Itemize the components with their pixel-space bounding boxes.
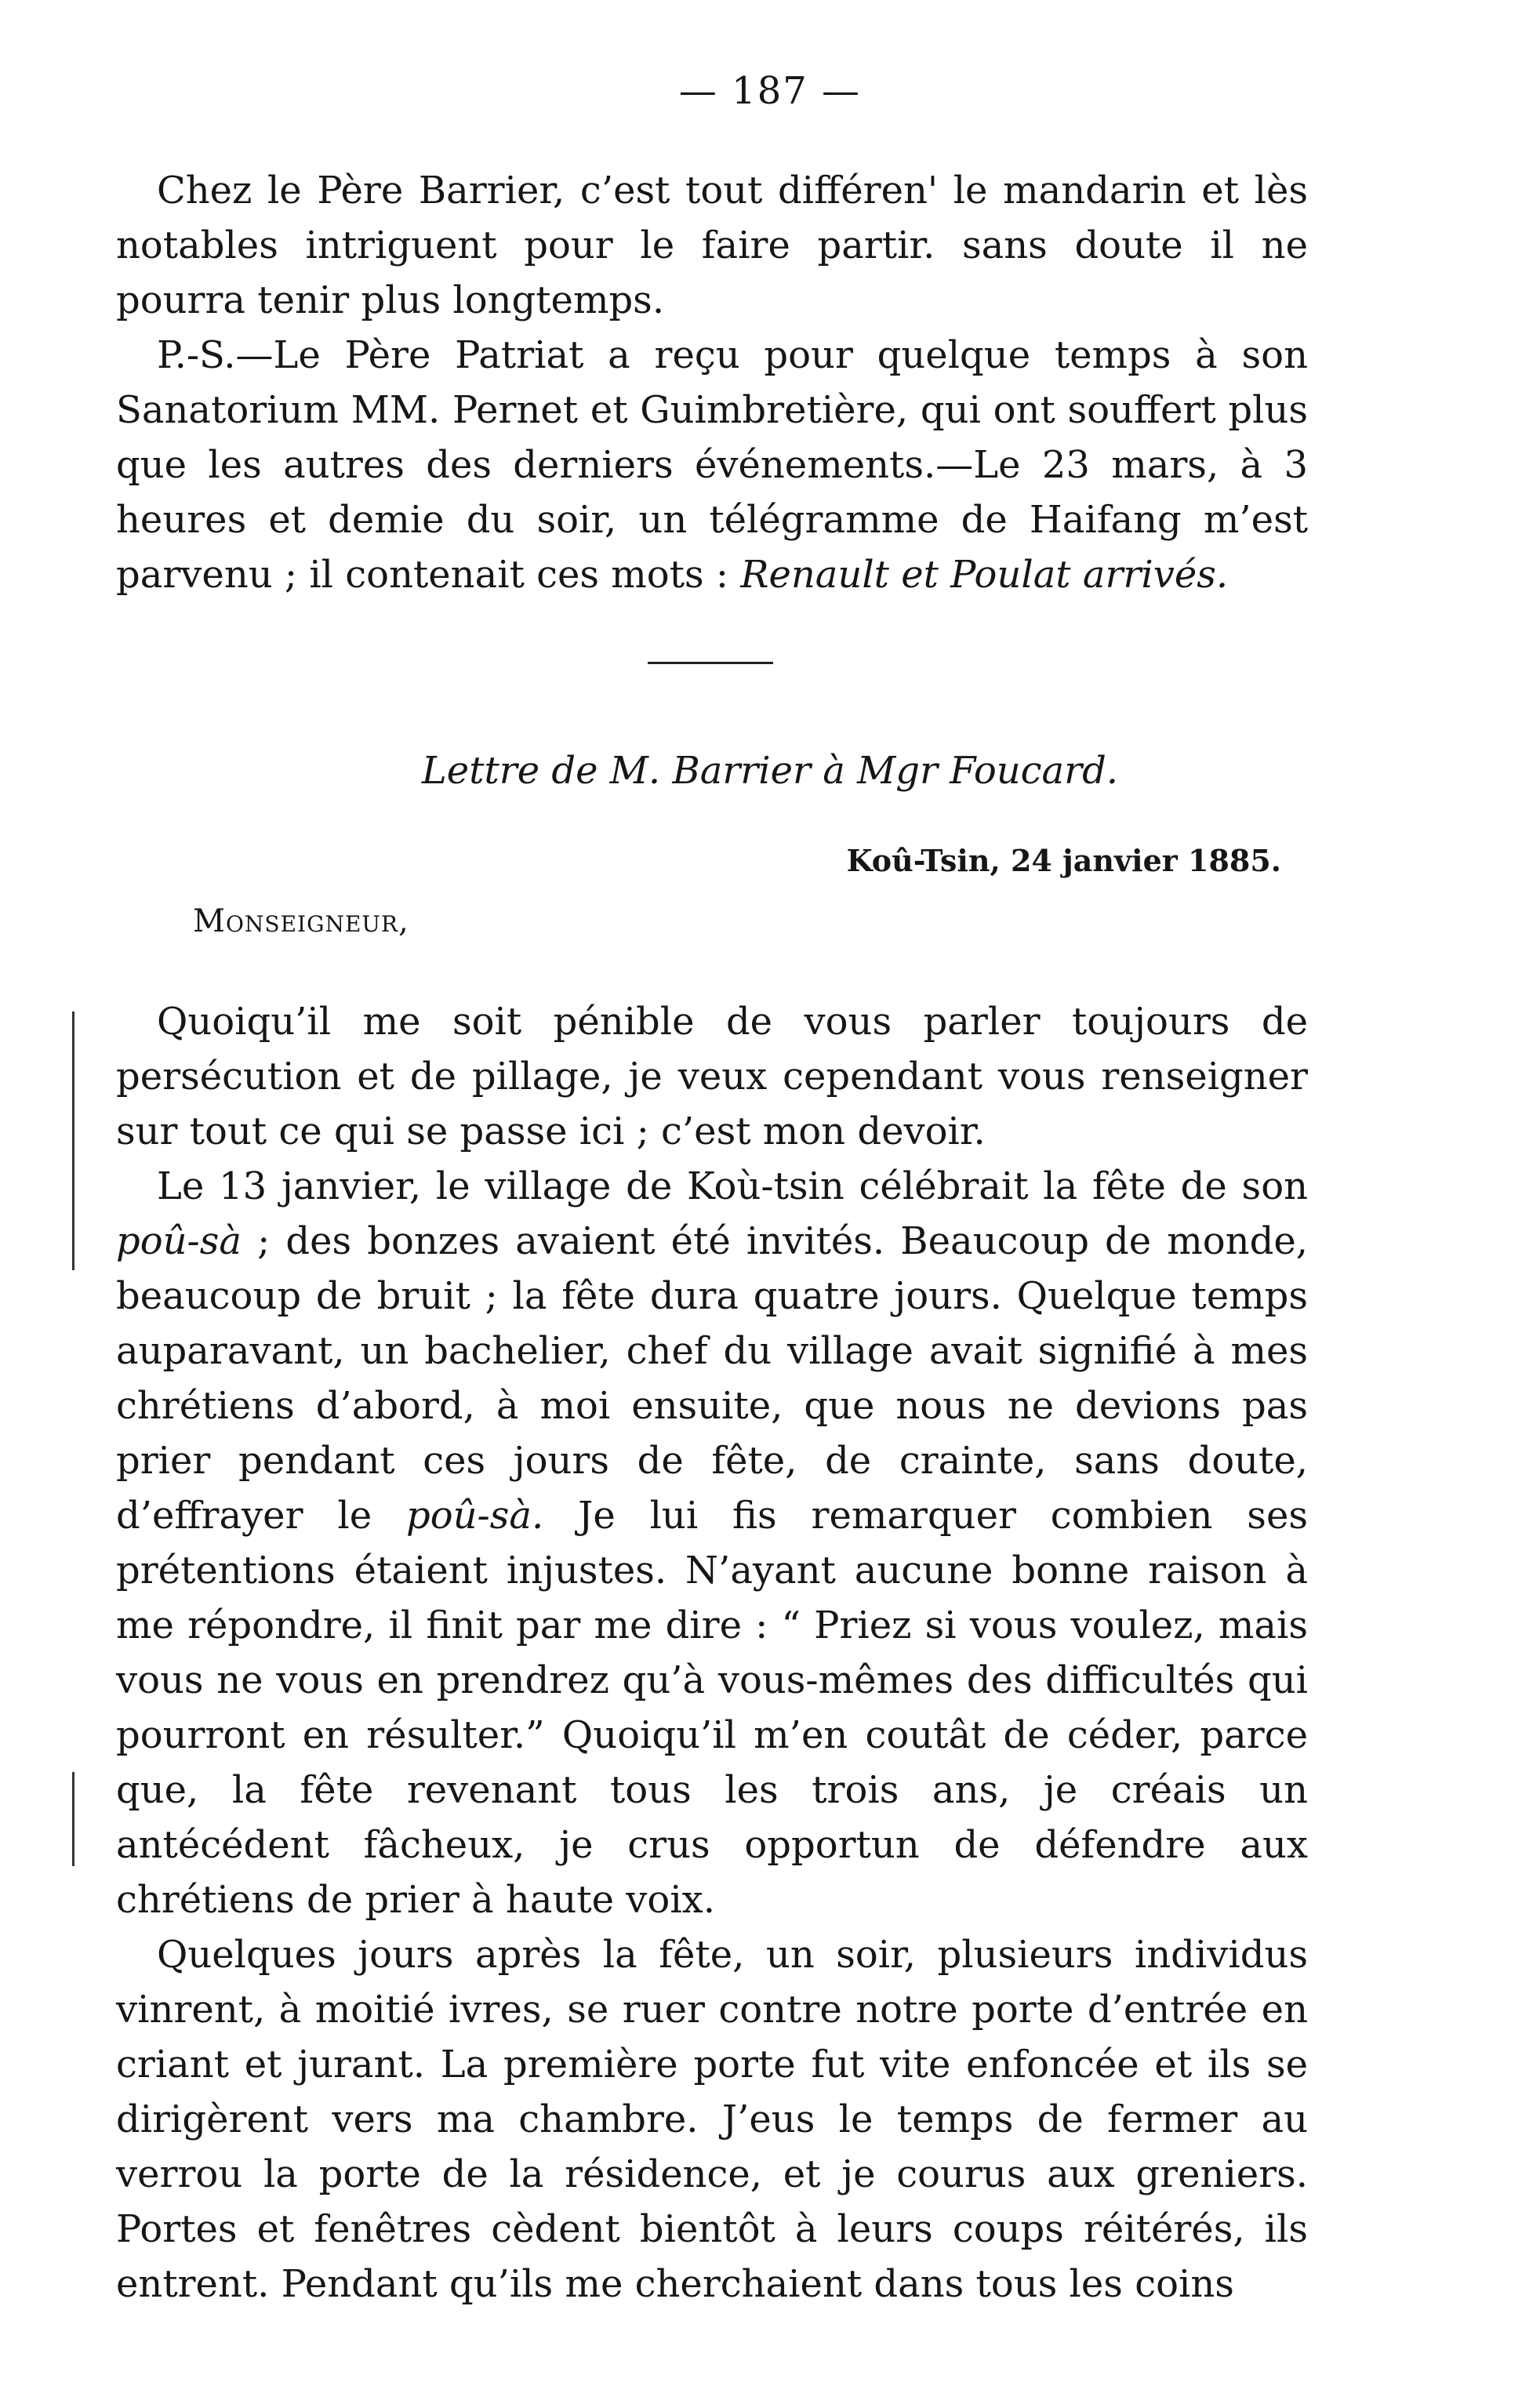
letter-paragraph-2: Le 13 janvier, le village de Koù-tsin célébrait la fête de son poû-sà ; des bonzes avaient été invités. Beaucoup de monde, beaucoup de bruit ; la fête dura quatre jours. Quelque temps auparavant, un bachelier, chef du village avait signifié à mes chrétiens d’abord, à moi ensuite, que nous ne devions pas prier pendant ces jours de fête, de crainte, sans doute, d’effrayer le poû-sà. Je lui fis remarquer combien ses prétentions étaient injustes. N’ayant aucune bonne raison à me répondre, il finit par me dire : “ Priez si vous voulez, mais vous ne vous en prendrez qu’à vous-mêmes des difficultés qui pourront en résulter.” Quoiqu’il m’en coutât de céder, parce que, la fête revenant tous les trois ans, je créais un antécédent fâcheux, je crus opportun de défendre aux chrétiens de prier à haute voix. bbox=[116, 1164, 1308, 1922]
postscript-text: P.-S.—Le Père Patriat a reçu pour quelque temps à son Sanatorium MM. Pernet et Guimbretière, qui ont souffert plus que les autres des derniers événements.—Le 23 mars, à 3 heures et demie du soir, un télégramme de Haifang m’est parvenu ; il contenait ces mots : bbox=[116, 333, 1308, 597]
margin-mark bbox=[72, 1772, 74, 1866]
section-divider bbox=[648, 662, 773, 664]
letter-body bbox=[116, 994, 1308, 2312]
page-number: — 187 — bbox=[678, 69, 862, 113]
pousa-term: poû-sà bbox=[116, 1219, 242, 1263]
paragraph-postscript bbox=[116, 328, 1308, 602]
letter-dateline: Koû-Tsin, 24 janvier 1885. bbox=[846, 843, 1281, 878]
paragraph-pere-barrier: Chez le Père Barrier, c’est tout différen' le mandarin et lès notables intriguent pour le faire partir. sans doute il ne pourra tenir plus longtemps. bbox=[116, 169, 1308, 322]
telegram-text: Renault et Poulat arrivés. bbox=[740, 553, 1229, 597]
letter-paragraph-3: Quelques jours après la fête, un soir, plusieurs individus vinrent, à moitié ivres, se ruer contre notre porte d’entrée en criant et jurant. La première porte fut vite enfoncée et ils se dirigèrent vers ma chambre. J’eus le temps de fermer au verrou la porte de la résidence, et je courus aux greniers. Portes et fenêtres cèdent bientôt à leurs coups réitérés, ils entrent. Pendant qu’ils me cherchaient dans tous les coins bbox=[116, 1933, 1308, 2306]
margin-mark bbox=[72, 1011, 74, 1270]
letter-paragraph-1: Quoiqu’il me soit pénible de vous parler toujours de persécution et de pillage, je veux cependant vous renseigner sur tout ce qui se passe ici ; c’est mon devoir. bbox=[116, 1000, 1308, 1153]
text-block-top bbox=[116, 163, 1308, 602]
letter-salutation: Monseigneur, bbox=[193, 903, 409, 939]
letter-title: Lettre de M. Barrier à Mgr Foucard. bbox=[421, 749, 1119, 793]
pousa-term: poû-sà. bbox=[405, 1494, 544, 1538]
